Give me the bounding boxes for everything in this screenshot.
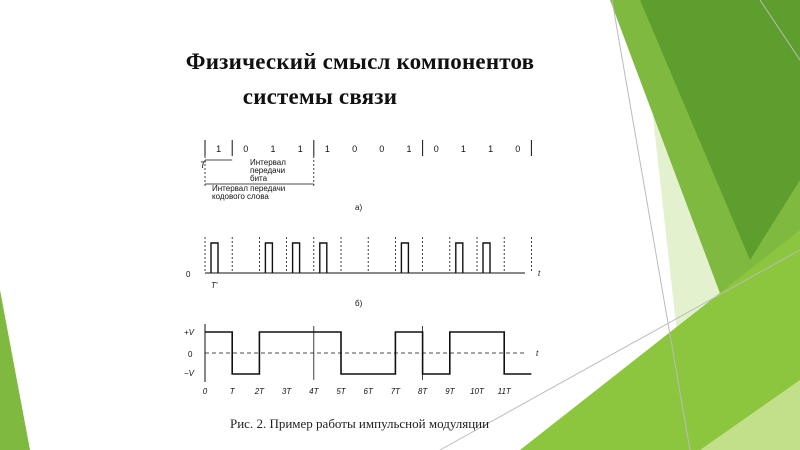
bit-value: 0 [433,144,439,154]
pulse [320,243,327,273]
level-plus-v: +V [184,328,195,337]
bit-value: 1 [324,144,330,154]
time-tick-label: 0 [202,387,208,396]
time-tick-label: 10T [470,387,484,396]
pulse [293,243,300,273]
bit-value: 0 [379,144,385,154]
time-tick-label: 6T [363,387,373,396]
pulse-train [205,237,531,273]
bit-value: 1 [460,144,466,154]
bit-value: 1 [488,144,494,154]
bit-period-label: T [200,160,206,170]
time-tick-label: 5T [336,387,346,396]
figure-caption: Рис. 2. Пример работы импульсной модуляции [230,416,490,431]
word-interval-label-2: кодового слова [212,192,269,201]
time-tick-label: 2T [254,387,265,396]
bit-interval-label-3: бита [250,174,268,183]
pulse [483,243,490,273]
pulse [456,243,463,273]
pulse-zero-label: 0 [186,270,191,279]
figure-part-a [200,158,362,212]
time-tick-label: 9T [445,387,455,396]
level-zero: 0 [188,350,193,359]
time-tick-label: T [229,387,235,396]
pulse [401,243,408,273]
bit-value: 1 [406,144,412,154]
nrz-axis-t-label: t [536,349,539,358]
time-tick-label: 11T [497,387,511,396]
word-interval-label-1: Интервал передачи [212,184,286,193]
pulse-modulation-figure [180,130,540,410]
time-tick-label: 3T [281,387,292,396]
bipolar-waveform [205,324,531,382]
bit-value: 0 [515,144,521,154]
bit-value: 0 [243,144,249,154]
part-b-label: б) [355,299,363,308]
pulse-axis-t-label: t [538,269,541,278]
bit-value: 1 [270,144,276,154]
pulse-width-label: T' [211,281,218,290]
part-a-label: а) [355,203,363,212]
pulse [265,243,272,273]
bit-interval-label-1: Интервал [250,158,286,167]
time-tick-label: 4T [309,387,319,396]
time-tick-label: 8T [417,387,428,396]
bit-value: 0 [352,144,358,154]
left-green-triangle [0,290,30,450]
bit-value: 1 [297,144,303,154]
slide-title-line-1: Физический смысл компонентов [185,49,535,74]
figure-part-b [186,269,541,308]
slide-title-line-2: системы связи [242,84,398,109]
bit-interval-label-2: передачи [250,166,286,175]
pulse [211,243,218,273]
level-minus-v: −V [184,369,195,378]
time-tick-label: 7T [390,387,401,396]
bit-value: 1 [216,144,222,154]
time-tick-labels [203,387,512,396]
